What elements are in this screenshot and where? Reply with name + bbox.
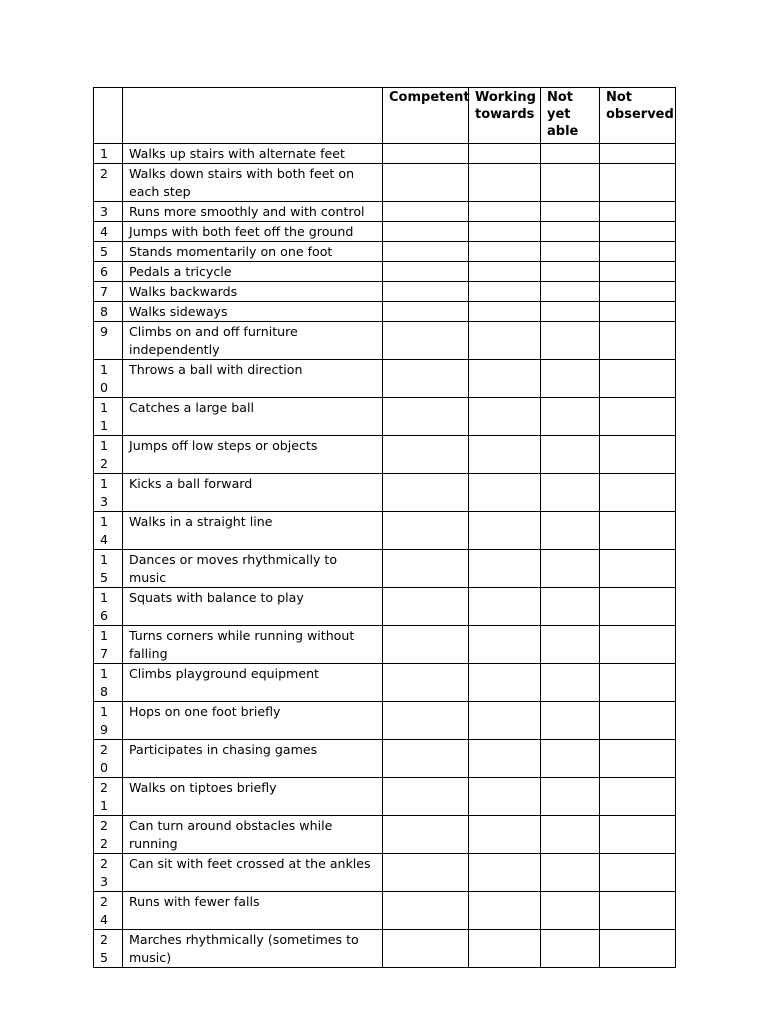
row-number [94, 740, 123, 778]
checkbox-cell-competent[interactable] [383, 626, 469, 664]
table-row [94, 242, 676, 262]
checkbox-cell-not-observed[interactable] [600, 360, 676, 398]
row-number [94, 778, 123, 816]
checkbox-cell-competent[interactable] [383, 854, 469, 892]
row-number [94, 930, 123, 968]
checkbox-cell-working-towards[interactable] [469, 302, 541, 322]
table-row [94, 930, 676, 968]
checkbox-cell-working-towards[interactable] [469, 588, 541, 626]
row-number-digit: 5 [100, 950, 109, 965]
row-number [94, 202, 123, 222]
checkbox-cell-competent[interactable] [383, 664, 469, 702]
checkbox-cell-working-towards[interactable] [469, 322, 541, 360]
skill-description: Walks down stairs with both feet on each step [123, 164, 383, 202]
row-number-digit: 9 [100, 722, 109, 737]
checkbox-cell-competent[interactable] [383, 512, 469, 550]
row-number [94, 144, 123, 164]
skill-description: Stands momentarily on one foot [123, 242, 383, 262]
checkbox-cell-competent[interactable] [383, 262, 469, 282]
checkbox-cell-not-observed[interactable] [600, 144, 676, 164]
checkbox-cell-not-yet-able[interactable] [541, 360, 600, 398]
checkbox-cell-not-yet-able[interactable] [541, 474, 600, 512]
skill-description: Squats with balance to play [123, 588, 383, 626]
header-competent: Competent [383, 88, 469, 144]
skill-description: Climbs on and off furniture independently [123, 322, 383, 360]
row-number-digit: 1 [100, 514, 109, 529]
checkbox-cell-competent[interactable] [383, 202, 469, 222]
table-row [94, 164, 676, 202]
table-row [94, 398, 676, 436]
table-row [94, 550, 676, 588]
table-row [94, 816, 676, 854]
checkbox-cell-competent[interactable] [383, 778, 469, 816]
checkbox-cell-working-towards[interactable] [469, 892, 541, 930]
table-row [94, 588, 676, 626]
checkbox-cell-not-observed[interactable] [600, 242, 676, 262]
checkbox-cell-working-towards[interactable] [469, 854, 541, 892]
table-row [94, 892, 676, 930]
skill-description: Participates in chasing games [123, 740, 383, 778]
row-number-digit: 1 [100, 476, 109, 491]
checkbox-cell-competent[interactable] [383, 474, 469, 512]
row-number-digit: 3 [100, 204, 109, 219]
row-number-digit: 1 [100, 400, 109, 415]
row-number [94, 262, 123, 282]
checkbox-cell-not-yet-able[interactable] [541, 144, 600, 164]
checkbox-cell-not-observed[interactable] [600, 262, 676, 282]
row-number-digit: 5 [100, 570, 109, 585]
checkbox-cell-not-observed[interactable] [600, 222, 676, 242]
table-row [94, 512, 676, 550]
checkbox-cell-not-observed[interactable] [600, 550, 676, 588]
row-number-digit: 2 [100, 894, 109, 909]
checkbox-cell-not-observed[interactable] [600, 816, 676, 854]
skill-description: Runs more smoothly and with control [123, 202, 383, 222]
skill-description: Kicks a ball forward [123, 474, 383, 512]
row-number-digit: 0 [100, 760, 109, 775]
checkbox-cell-not-observed[interactable] [600, 302, 676, 322]
row-number-digit: 2 [100, 836, 109, 851]
checkbox-cell-not-observed[interactable] [600, 740, 676, 778]
skills-rows [94, 144, 676, 968]
checkbox-cell-not-observed[interactable] [600, 282, 676, 302]
checkbox-cell-working-towards[interactable] [469, 778, 541, 816]
checkbox-cell-not-yet-able[interactable] [541, 242, 600, 262]
table-row [94, 282, 676, 302]
checkbox-cell-not-yet-able[interactable] [541, 854, 600, 892]
skill-description: Marches rhythmically (sometimes to music) [123, 930, 383, 968]
checkbox-cell-working-towards[interactable] [469, 930, 541, 968]
checkbox-cell-competent[interactable] [383, 242, 469, 262]
checkbox-cell-not-observed[interactable] [600, 778, 676, 816]
table-row [94, 474, 676, 512]
header-not-yet-able: Not yet able [541, 88, 600, 144]
row-number [94, 816, 123, 854]
skill-description: Hops on one foot briefly [123, 702, 383, 740]
row-number-digit: 1 [100, 704, 109, 719]
checkbox-cell-not-yet-able[interactable] [541, 740, 600, 778]
checkbox-cell-not-yet-able[interactable] [541, 588, 600, 626]
table-row [94, 664, 676, 702]
checkbox-cell-not-yet-able[interactable] [541, 550, 600, 588]
row-number-digit: 5 [100, 244, 109, 259]
table-row [94, 626, 676, 664]
checkbox-cell-competent[interactable] [383, 740, 469, 778]
checkbox-cell-not-yet-able[interactable] [541, 202, 600, 222]
header-skill-cell [123, 88, 383, 144]
skill-description: Catches a large ball [123, 398, 383, 436]
row-number-digit: 8 [100, 684, 109, 699]
table-row [94, 740, 676, 778]
checkbox-cell-not-observed[interactable] [600, 664, 676, 702]
checkbox-cell-not-observed[interactable] [600, 202, 676, 222]
row-number [94, 550, 123, 588]
checkbox-cell-working-towards[interactable] [469, 360, 541, 398]
checkbox-cell-competent[interactable] [383, 222, 469, 242]
row-number-digit: 2 [100, 456, 109, 471]
row-number [94, 702, 123, 740]
row-number-digit: 1 [100, 438, 109, 453]
row-number-digit: 1 [100, 628, 109, 643]
checkbox-cell-not-observed[interactable] [600, 854, 676, 892]
table-row [94, 322, 676, 360]
checkbox-cell-competent[interactable] [383, 322, 469, 360]
checkbox-cell-not-yet-able[interactable] [541, 702, 600, 740]
row-number [94, 588, 123, 626]
checkbox-cell-not-observed[interactable] [600, 892, 676, 930]
skill-description: Jumps off low steps or objects [123, 436, 383, 474]
table-row [94, 778, 676, 816]
checkbox-cell-working-towards[interactable] [469, 512, 541, 550]
checkbox-cell-not-observed[interactable] [600, 626, 676, 664]
checkbox-cell-competent[interactable] [383, 360, 469, 398]
checkbox-cell-working-towards[interactable] [469, 282, 541, 302]
checkbox-cell-not-yet-able[interactable] [541, 436, 600, 474]
checkbox-cell-working-towards[interactable] [469, 702, 541, 740]
checkbox-cell-competent[interactable] [383, 588, 469, 626]
table-row [94, 222, 676, 242]
skill-description: Walks backwards [123, 282, 383, 302]
checkbox-cell-not-yet-able[interactable] [541, 322, 600, 360]
checkbox-cell-not-yet-able[interactable] [541, 302, 600, 322]
row-number-digit: 2 [100, 856, 109, 871]
row-number [94, 222, 123, 242]
checkbox-cell-not-yet-able[interactable] [541, 222, 600, 242]
row-number-digit: 1 [100, 552, 109, 567]
row-number-digit: 4 [100, 912, 109, 927]
checkbox-cell-not-yet-able[interactable] [541, 816, 600, 854]
row-number-digit: 7 [100, 284, 109, 299]
row-number-digit: 8 [100, 304, 109, 319]
header-not-observed: Not observed [600, 88, 676, 144]
checkbox-cell-not-observed[interactable] [600, 930, 676, 968]
checkbox-cell-not-observed[interactable] [600, 436, 676, 474]
row-number-digit: 0 [100, 380, 109, 395]
header-row [94, 88, 676, 144]
skill-description: Can turn around obstacles while running [123, 816, 383, 854]
row-number-digit: 2 [100, 742, 109, 757]
row-number-digit: 1 [100, 666, 109, 681]
skill-description: Jumps with both feet off the ground [123, 222, 383, 242]
row-number-digit: 2 [100, 780, 109, 795]
checkbox-cell-working-towards[interactable] [469, 664, 541, 702]
row-number [94, 398, 123, 436]
skill-description: Climbs playground equipment [123, 664, 383, 702]
skill-description: Walks on tiptoes briefly [123, 778, 383, 816]
checkbox-cell-not-observed[interactable] [600, 474, 676, 512]
checkbox-cell-working-towards[interactable] [469, 626, 541, 664]
checkbox-cell-competent[interactable] [383, 892, 469, 930]
row-number-digit: 2 [100, 932, 109, 947]
checkbox-cell-working-towards[interactable] [469, 398, 541, 436]
checkbox-cell-not-yet-able[interactable] [541, 664, 600, 702]
row-number [94, 512, 123, 550]
checkbox-cell-not-yet-able[interactable] [541, 398, 600, 436]
table-row [94, 854, 676, 892]
row-number-digit: 6 [100, 264, 109, 279]
row-number [94, 164, 123, 202]
checkbox-cell-not-yet-able[interactable] [541, 512, 600, 550]
row-number [94, 282, 123, 302]
skill-description: Walks up stairs with alternate feet [123, 144, 383, 164]
row-number-digit: 4 [100, 532, 109, 547]
row-number [94, 664, 123, 702]
checkbox-cell-competent[interactable] [383, 930, 469, 968]
row-number-digit: 2 [100, 166, 109, 181]
table-row [94, 202, 676, 222]
checkbox-cell-working-towards[interactable] [469, 222, 541, 242]
checkbox-cell-competent[interactable] [383, 164, 469, 202]
checkbox-cell-competent[interactable] [383, 702, 469, 740]
checkbox-cell-not-observed[interactable] [600, 164, 676, 202]
skill-description: Turns corners while running without falling [123, 626, 383, 664]
row-number [94, 474, 123, 512]
row-number [94, 892, 123, 930]
row-number-digit: 7 [100, 646, 109, 661]
checkbox-cell-not-yet-able[interactable] [541, 262, 600, 282]
row-number [94, 360, 123, 398]
table-row [94, 360, 676, 398]
checkbox-cell-not-yet-able[interactable] [541, 626, 600, 664]
checkbox-cell-competent[interactable] [383, 302, 469, 322]
checkbox-cell-working-towards[interactable] [469, 262, 541, 282]
table-row [94, 436, 676, 474]
checkbox-cell-not-observed[interactable] [600, 398, 676, 436]
checkbox-cell-not-yet-able[interactable] [541, 892, 600, 930]
header-working-towards: Working towards [469, 88, 541, 144]
checkbox-cell-working-towards[interactable] [469, 740, 541, 778]
skill-description: Pedals a tricycle [123, 262, 383, 282]
checkbox-cell-competent[interactable] [383, 550, 469, 588]
checkbox-cell-competent[interactable] [383, 282, 469, 302]
row-number-digit: 1 [100, 146, 109, 161]
row-number-digit: 1 [100, 418, 109, 433]
checkbox-cell-working-towards[interactable] [469, 550, 541, 588]
row-number-digit: 2 [100, 818, 109, 833]
checkbox-cell-working-towards[interactable] [469, 164, 541, 202]
checkbox-cell-working-towards[interactable] [469, 242, 541, 262]
table-row [94, 144, 676, 164]
checkbox-cell-working-towards[interactable] [469, 436, 541, 474]
checkbox-cell-not-observed[interactable] [600, 322, 676, 360]
row-number-digit: 4 [100, 224, 109, 239]
checkbox-cell-competent[interactable] [383, 436, 469, 474]
skill-description: Can sit with feet crossed at the ankles [123, 854, 383, 892]
checkbox-cell-not-observed[interactable] [600, 702, 676, 740]
row-number [94, 302, 123, 322]
header-number-cell [94, 88, 123, 144]
checkbox-cell-not-yet-able[interactable] [541, 930, 600, 968]
row-number [94, 242, 123, 262]
checkbox-cell-not-yet-able[interactable] [541, 778, 600, 816]
skill-description: Runs with fewer falls [123, 892, 383, 930]
skill-description: Walks in a straight line [123, 512, 383, 550]
checkbox-cell-not-observed[interactable] [600, 588, 676, 626]
checkbox-cell-competent[interactable] [383, 398, 469, 436]
table-row [94, 302, 676, 322]
skill-description: Dances or moves rhythmically to music [123, 550, 383, 588]
checkbox-cell-working-towards[interactable] [469, 474, 541, 512]
checkbox-cell-working-towards[interactable] [469, 202, 541, 222]
row-number-digit: 1 [100, 798, 109, 813]
row-number-digit: 3 [100, 874, 109, 889]
checkbox-cell-competent[interactable] [383, 144, 469, 164]
checkbox-cell-not-yet-able[interactable] [541, 164, 600, 202]
row-number-digit: 9 [100, 324, 109, 339]
row-number-digit: 3 [100, 494, 109, 509]
checkbox-cell-competent[interactable] [383, 816, 469, 854]
row-number-digit: 6 [100, 608, 109, 623]
checkbox-cell-not-yet-able[interactable] [541, 282, 600, 302]
row-number [94, 436, 123, 474]
row-number [94, 322, 123, 360]
skills-checklist-table [93, 87, 676, 968]
skill-description: Throws a ball with direction [123, 360, 383, 398]
checkbox-cell-working-towards[interactable] [469, 144, 541, 164]
row-number-digit: 1 [100, 362, 109, 377]
row-number [94, 854, 123, 892]
row-number-digit: 1 [100, 590, 109, 605]
row-number [94, 626, 123, 664]
checkbox-cell-working-towards[interactable] [469, 816, 541, 854]
checkbox-cell-not-observed[interactable] [600, 512, 676, 550]
table-row [94, 702, 676, 740]
skill-description: Walks sideways [123, 302, 383, 322]
table-row [94, 262, 676, 282]
